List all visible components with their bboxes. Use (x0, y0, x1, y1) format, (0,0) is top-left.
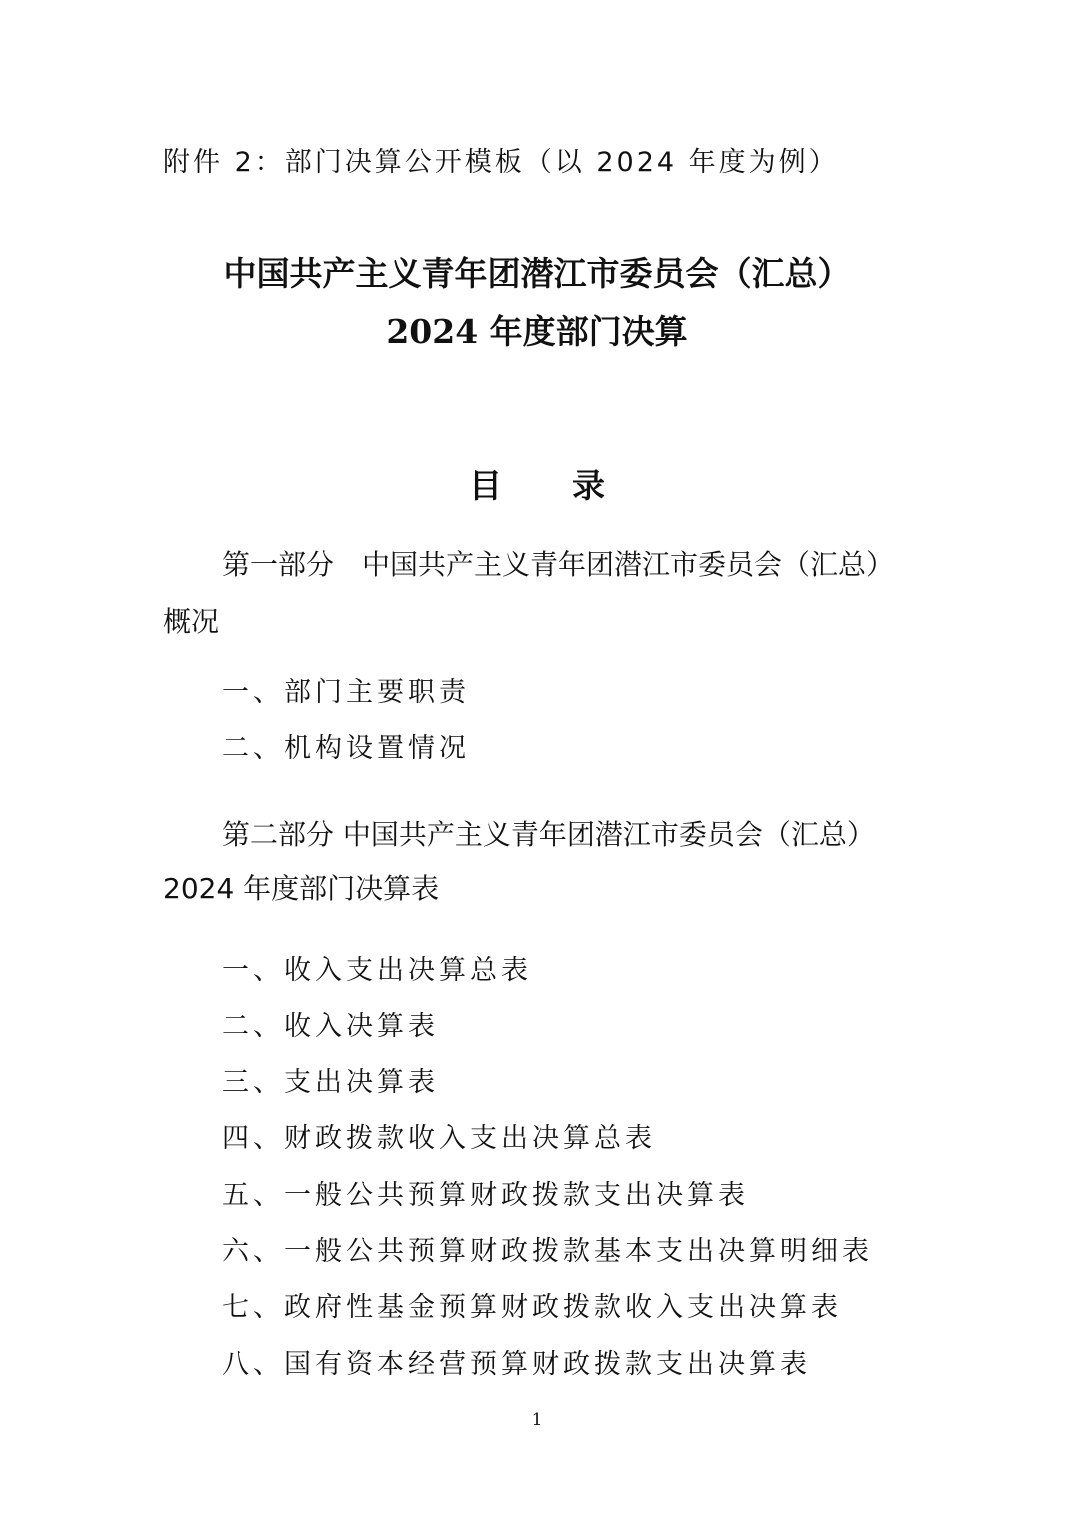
toc-item: 一、部门主要职责 (222, 677, 470, 708)
toc-part1-title-cont: 概况 (163, 605, 220, 638)
toc-item: 二、机构设置情况 (222, 733, 470, 764)
toc-item: 三、支出决算表 (222, 1067, 439, 1098)
toc-part2-title: 第二部分 中国共产主义青年团潜江市委员会（汇总） (222, 818, 875, 851)
toc-item: 四、财政拨款收入支出决算总表 (222, 1123, 656, 1154)
attachment-label: 附件 2：部门决算公开模板（以 2024 年度为例） (163, 147, 839, 178)
toc-item: 八、国有资本经营预算财政拨款支出决算表 (222, 1349, 811, 1380)
toc-item: 七、政府性基金预算财政拨款收入支出决算表 (222, 1292, 842, 1323)
toc-item: 六、一般公共预算财政拨款基本支出决算明细表 (222, 1236, 873, 1267)
document-title-line1: 中国共产主义青年团潜江市委员会（汇总） (223, 254, 851, 293)
toc-item: 五、一般公共预算财政拨款支出决算表 (222, 1180, 749, 1211)
toc-item: 一、收入支出决算总表 (222, 955, 532, 986)
page-number: 1 (531, 1410, 543, 1430)
toc-heading: 目录 (469, 466, 675, 505)
toc-part2-title-cont: 2024 年度部门决算表 (163, 872, 440, 905)
toc-item: 二、收入决算表 (222, 1011, 439, 1042)
document-title-line2: 2024 年度部门决算 (386, 312, 688, 351)
toc-part1-title: 第一部分 中国共产主义青年团潜江市委员会（汇总） (222, 548, 895, 581)
